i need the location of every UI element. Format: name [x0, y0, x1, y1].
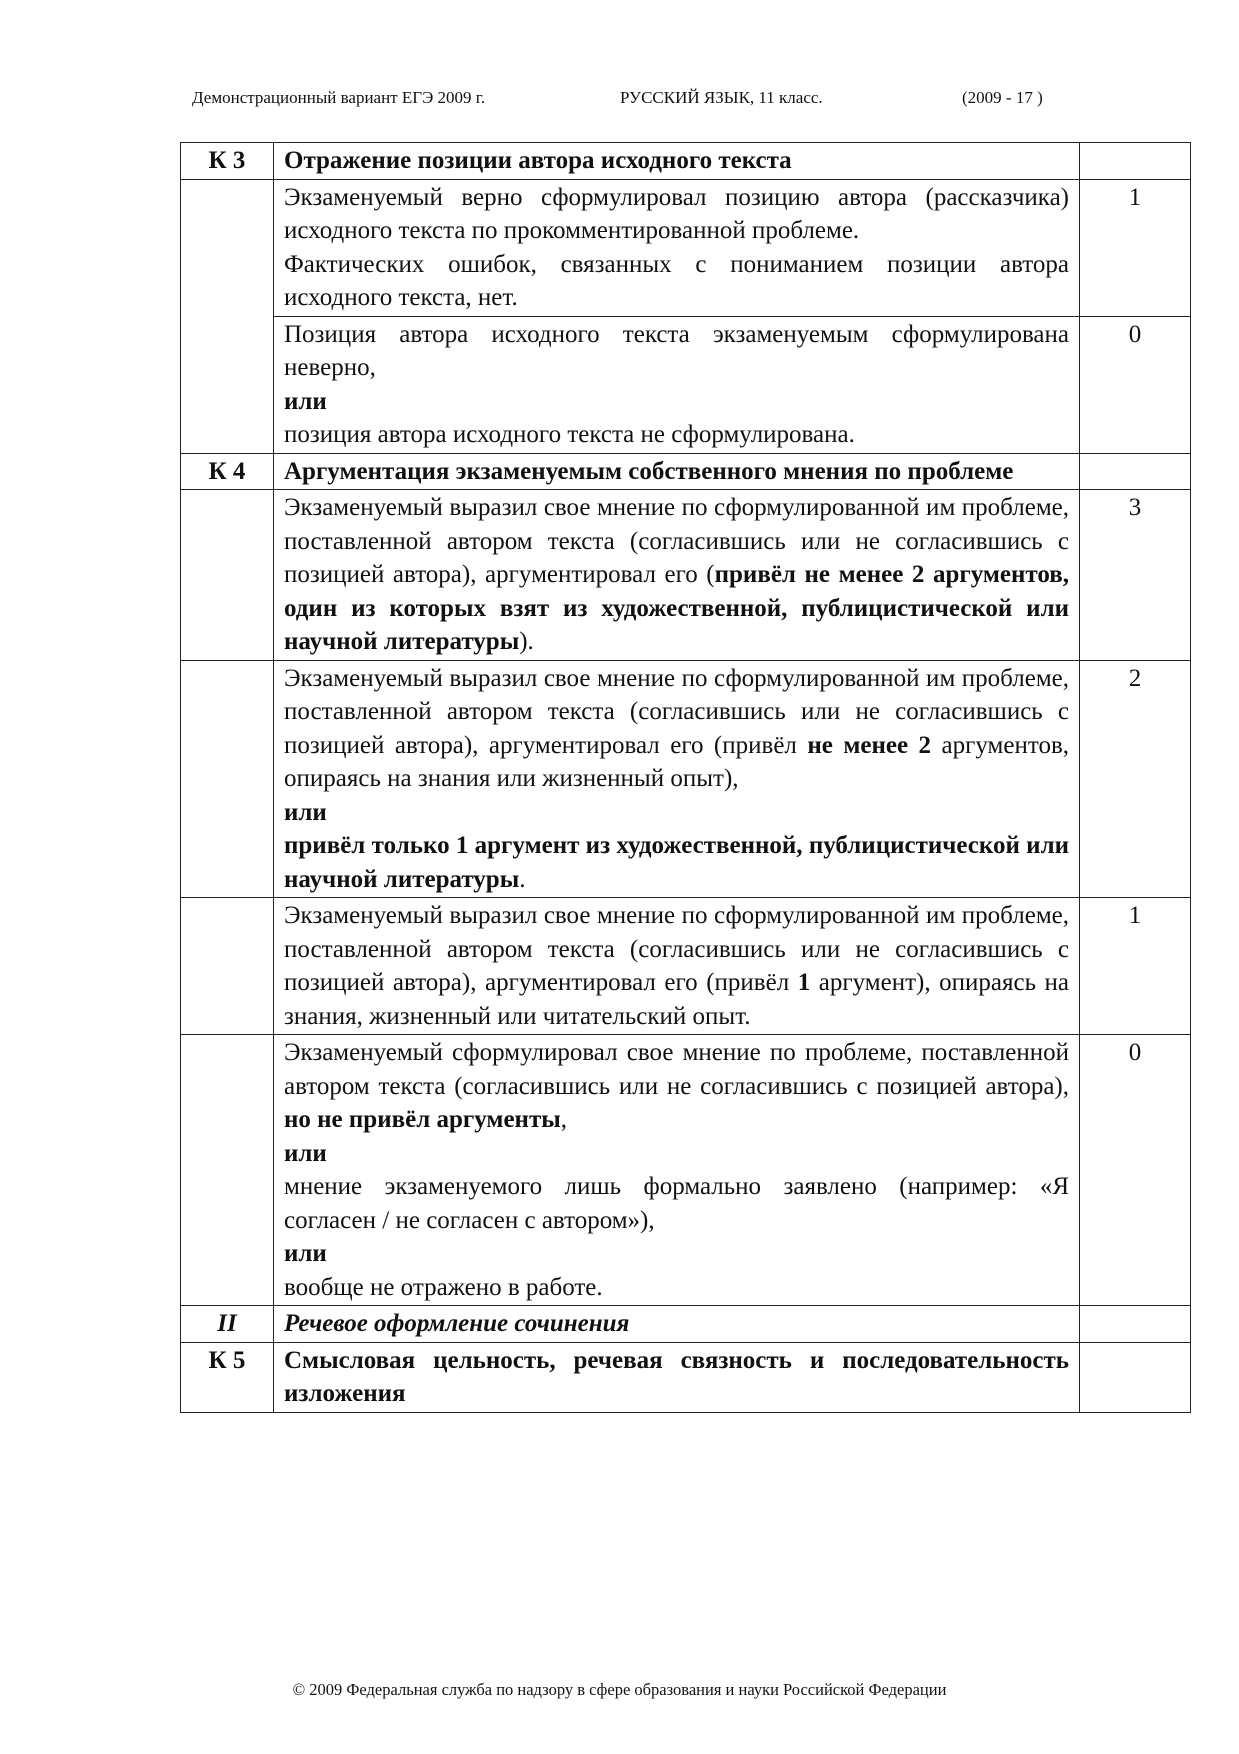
score-description	[274, 179, 1080, 316]
score-value: 3	[1080, 490, 1191, 661]
code-cell-empty	[181, 660, 274, 898]
or-separator: или	[284, 387, 327, 415]
score-row-k3-1	[181, 179, 1191, 316]
criterion-code: К 3	[181, 143, 274, 180]
section-row-speech	[181, 1306, 1191, 1343]
score-value: 1	[1080, 179, 1191, 316]
description-paragraph: Позиция автора исходного текста экзаменуемым сформулирована неверно,	[284, 320, 1069, 381]
description-text: Экзаменуемый выразил свое мнение по сформулированной им проблеме, поставленной автором текста (согласившись или не согласившись с позицией автора), аргументировал его (привёл	[284, 664, 1069, 759]
score-cell-empty	[1080, 453, 1191, 490]
description-paragraph	[284, 1036, 1069, 1137]
description-text: .	[519, 865, 526, 893]
score-description	[274, 316, 1080, 453]
description-paragraph: мнение экзаменуемого лишь формально заявлено (например: «Я согласен / не согласен с автором»),	[284, 1173, 1069, 1234]
criteria-table	[180, 142, 1191, 1413]
criterion-code: К 4	[181, 453, 274, 490]
description-bold-text: не менее 2	[807, 731, 932, 759]
description-text: ,	[560, 1106, 567, 1133]
page-footer: © 2009 Федеральная служба по надзору в сфере образования и науки Российской Федерации	[292, 1680, 947, 1699]
or-separator: или	[284, 1139, 327, 1167]
code-cell-empty	[181, 898, 274, 1035]
criterion-title: Отражение позиции автора исходного текста	[274, 143, 1080, 180]
code-cell-empty	[181, 1035, 274, 1306]
code-cell-empty	[181, 490, 274, 661]
section-code: II	[181, 1306, 274, 1343]
criterion-code: К 5	[181, 1342, 274, 1412]
description-text: Экзаменуемый сформулировал свое мнение по проблеме, поставленной автором текста (согласившись или не согласившись с позицией автора),	[284, 1039, 1069, 1100]
description-paragraph	[284, 829, 1069, 896]
description-paragraph: Фактических ошибок, связанных с пониманием позиции автора исходного текста, нет.	[284, 250, 1069, 311]
criterion-row-k3	[181, 143, 1191, 180]
score-row-k4-1	[181, 898, 1191, 1035]
description-paragraph: вообще не отражено в работе.	[284, 1273, 603, 1301]
score-cell-empty	[1080, 1306, 1191, 1343]
description-paragraph: позиция автора исходного текста не сформулирована.	[284, 421, 855, 448]
description-paragraph: Экзаменуемый верно сформулировал позицию автора (рассказчика) исходного текста по прокомментированной проблеме.	[284, 183, 1069, 244]
description-paragraph	[284, 662, 1069, 796]
description-bold-text: но не привёл аргументы	[284, 1106, 561, 1133]
score-row-k4-2	[181, 660, 1191, 898]
description-text: ).	[519, 628, 534, 655]
criterion-row-k5	[181, 1342, 1191, 1412]
description-text: Экзаменуемый выразил свое мнение по сформулированной им проблеме, поставленной автором текста (согласившись или не согласившись с позицией автора), аргументировал его (привёл	[284, 902, 1069, 996]
criterion-title: Смысловая цельность, речевая связность и последовательность изложения	[274, 1342, 1080, 1412]
score-value: 1	[1080, 898, 1191, 1035]
criterion-title: Аргументация экзаменуемым собственного мнения по проблеме	[274, 453, 1080, 490]
description-text: аргументов, опираясь на знания или жизненный опыт),	[284, 731, 1070, 792]
score-row-k4-0	[181, 1035, 1191, 1306]
page-header	[192, 88, 1072, 114]
score-description	[274, 1035, 1080, 1306]
or-separator: или	[284, 1240, 327, 1267]
score-value: 0	[1080, 1035, 1191, 1306]
score-value: 2	[1080, 660, 1191, 898]
score-row-k4-3	[181, 490, 1191, 661]
section-title: Речевое оформление сочинения	[274, 1306, 1080, 1343]
score-description	[274, 660, 1080, 898]
description-text: Экзаменуемый выразил свое мнение по сформулированной им проблеме, поставленной автором текста (согласившись или не согласившись с позицией автора), аргументировал его (	[284, 494, 1069, 588]
code-cell-empty	[181, 179, 274, 453]
header-page-number: (2009 - 17 )	[962, 88, 1043, 107]
header-subject: РУССКИЙ ЯЗЫК, 11 класс.	[620, 88, 823, 107]
description-bold-text: привёл только 1 аргумент из художественной, публицистической или научной литературы	[284, 832, 1069, 893]
criterion-row-k4	[181, 453, 1191, 490]
header-exam-title: Демонстрационный вариант ЕГЭ 2009 г.	[192, 88, 486, 107]
score-cell-empty	[1080, 143, 1191, 180]
description-text: аргумент), опираясь на знания, жизненный или читательский опыт.	[284, 969, 1069, 1030]
score-description	[274, 898, 1080, 1035]
description-bold-text: 1	[797, 969, 811, 996]
description-bold-text: привёл не менее 2 аргументов, один из которых взят из художественной, публицистической или научной литературы	[284, 561, 1069, 655]
score-cell-empty	[1080, 1342, 1191, 1412]
or-separator: или	[284, 798, 327, 826]
score-row-k3-0	[181, 316, 1191, 453]
score-description	[274, 490, 1080, 661]
score-value: 0	[1080, 316, 1191, 453]
